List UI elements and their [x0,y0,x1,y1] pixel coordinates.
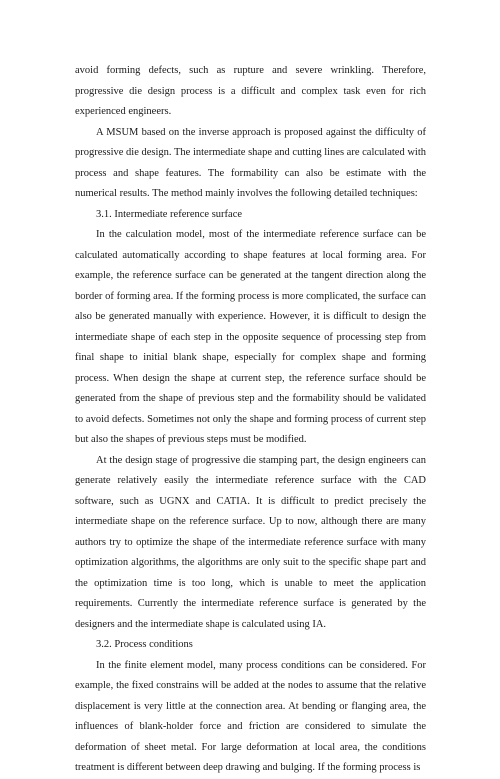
paragraph-calculation-model: In the calculation model, most of the intermediate reference surface can be calculated automatically according to shape features at local forming area. For example, the reference surface can be generated at the tangent direction along the border of forming area. If the forming process is more complicated, the surface can also be generated manually with experience. However, it is difficult to design the intermediate shape of each step in the opposite sequence of processing step from final shape to initial blank shape, especially for complex shape and forming process. When design the shape at current step, the reference surface should be generated from the shape of previous step and the formability should be validated to avoid defects. Sometimes not only the shape and forming process of current step but also the shapes of previous steps must be modified. [75,229,426,445]
paragraph-design-stage: At the design stage of progressive die stamping part, the design engineers can generate relatively easily the intermediate reference surface with the CAD software, such as UGNX and CATIA. It is difficult to predict precisely the intermediate shape on the reference surface. Up to now, although there are many authors try to optimize the shape of the intermediate reference surface with many optimization algorithms, the algorithms are only suit to the specific shape part and the optimization time is too long, which is unable to meet the application requirements. Currently the intermediate reference surface is generated by the designers and the intermediate shape is calculated using IA. [75,454,426,630]
section-heading-3-1: 3.1. Intermediate reference surface [96,208,243,220]
page-body [75,61,426,779]
paragraph-msum-overview: A MSUM based on the inverse approach is proposed against the difficulty of progressive die design. The intermediate shape and cutting lines are calculated with process and shape features. The formability can also be estimate with the numerical results. The method mainly involves the following detailed techniques: [75,126,426,199]
section-heading-3-2: 3.2. Process conditions [96,639,193,650]
paragraph-finite-element-model: In the finite element model, many process conditions can be considered. For example, the fixed constrains will be added at the nodes to assume that the relative displacement is very little at the connection area. At bending or flanging area, the influences of blank-holder force and friction are considered to simulate the deformation of sheet metal. For large deformation at local area, the conditions treatment is different between deep drawing and bulging. If the forming process is [75,659,426,773]
paragraph-continuation: avoid forming defects, such as rupture and severe wrinkling. Therefore, progressive die design process is a difficult and complex task even for rich experienced engineers. [75,65,426,117]
